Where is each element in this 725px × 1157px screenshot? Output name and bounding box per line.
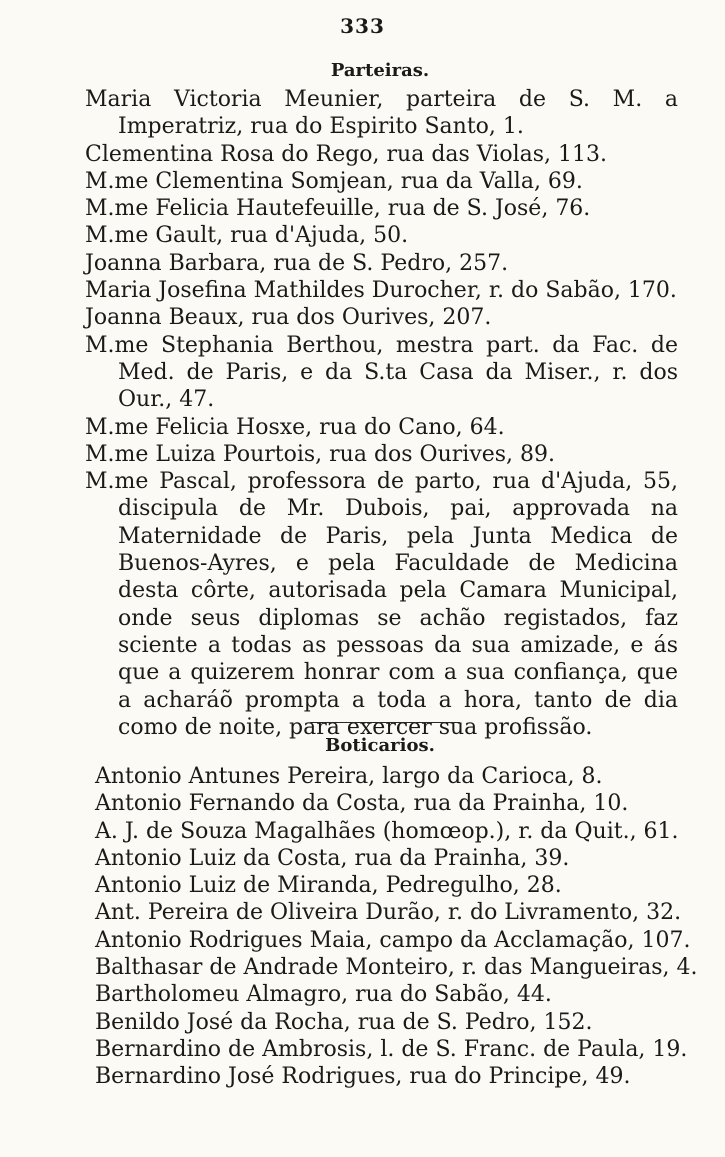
list-item: Ant. Pereira de Oliveira Durão, r. do Livramento, 32. (95, 900, 682, 926)
list-item: Joanna Beaux, rua dos Ourives, 207. (85, 305, 492, 331)
list-item: M.me Felicia Hosxe, rua do Cano, 64. (85, 414, 505, 440)
list-item: Antonio Rodrigues Maia, campo da Acclamação, 107. (95, 927, 691, 953)
section-title-parteiras: Parteiras. (330, 60, 430, 81)
section-divider (310, 722, 460, 723)
list-item: M.me Stephania Berthou, mestra part. da Fac. de Med. de Paris, e da S.ta Casa da Miser., r. dos Our., 47. (85, 332, 678, 413)
list-item: Bartholomeu Almagro, rua do Sabão, 44. (95, 982, 552, 1008)
list-item: Balthasar de Andrade Monteiro, r. das Mangueiras, 4. (95, 955, 698, 981)
list-item: Benildo José da Rocha, rua de S. Pedro, 152. (95, 1009, 593, 1035)
list-item: M.me Luiza Pourtois, rua dos Ourives, 89. (85, 441, 556, 467)
list-item: M.me Gault, rua d'Ajuda, 50. (85, 223, 409, 249)
page-number: 333 (340, 14, 385, 38)
list-item: Joanna Barbara, rua de S. Pedro, 257. (85, 250, 509, 276)
list-item: Bernardino José Rodrigues, rua do Principe, 49. (95, 1064, 631, 1090)
list-item: Antonio Luiz de Miranda, Pedregulho, 28. (95, 873, 562, 899)
list-item: M.me Felicia Hautefeuille, rua de S. José, 76. (85, 196, 591, 222)
list-item: Maria Josefina Mathildes Durocher, r. do Sabão, 170. (85, 278, 677, 304)
list-item: Clementina Rosa do Rego, rua das Violas, 113. (85, 141, 607, 167)
list-item: Antonio Fernando da Costa, rua da Prainha, 10. (95, 791, 629, 817)
list-item: Antonio Antunes Pereira, largo da Carioca, 8. (95, 764, 603, 789)
parteiras-list (0, 86, 725, 741)
list-item: M.me Clementina Somjean, rua da Valla, 69. (85, 168, 583, 194)
list-item: Bernardino de Ambrosis, l. de S. Franc. de Paula, 19. (95, 1036, 688, 1062)
list-item: Maria Victoria Meunier, parteira de S. M. a Imperatriz, rua do Espirito Santo, 1. (85, 87, 678, 140)
section-title-boticarios: Boticarios. (325, 735, 435, 756)
list-item: A. J. de Souza Magalhães (homœop.), r. da Quit., 61. (95, 818, 679, 844)
list-item: Antonio Luiz da Costa, rua da Prainha, 39. (95, 845, 570, 871)
boticarios-list (0, 763, 725, 1091)
list-item: M.me Pascal, professora de parto, rua d'Ajuda, 55, discipula de Mr. Dubois, pai, approvada na Maternidade de Paris, pela Junta Medica de Buenos-Ayres, e pela Faculdade de Medicina desta côrte, autorisada pela Camara Municipal, onde seus diplomas se achão registados, faz sciente a todas as pessoas da sua amizade, e ás que a quizerem honrar com a sua confiança, que a acharáõ prompta a toda a hora, tanto de dia como de noite, para exercer sua profissão. (85, 469, 678, 740)
